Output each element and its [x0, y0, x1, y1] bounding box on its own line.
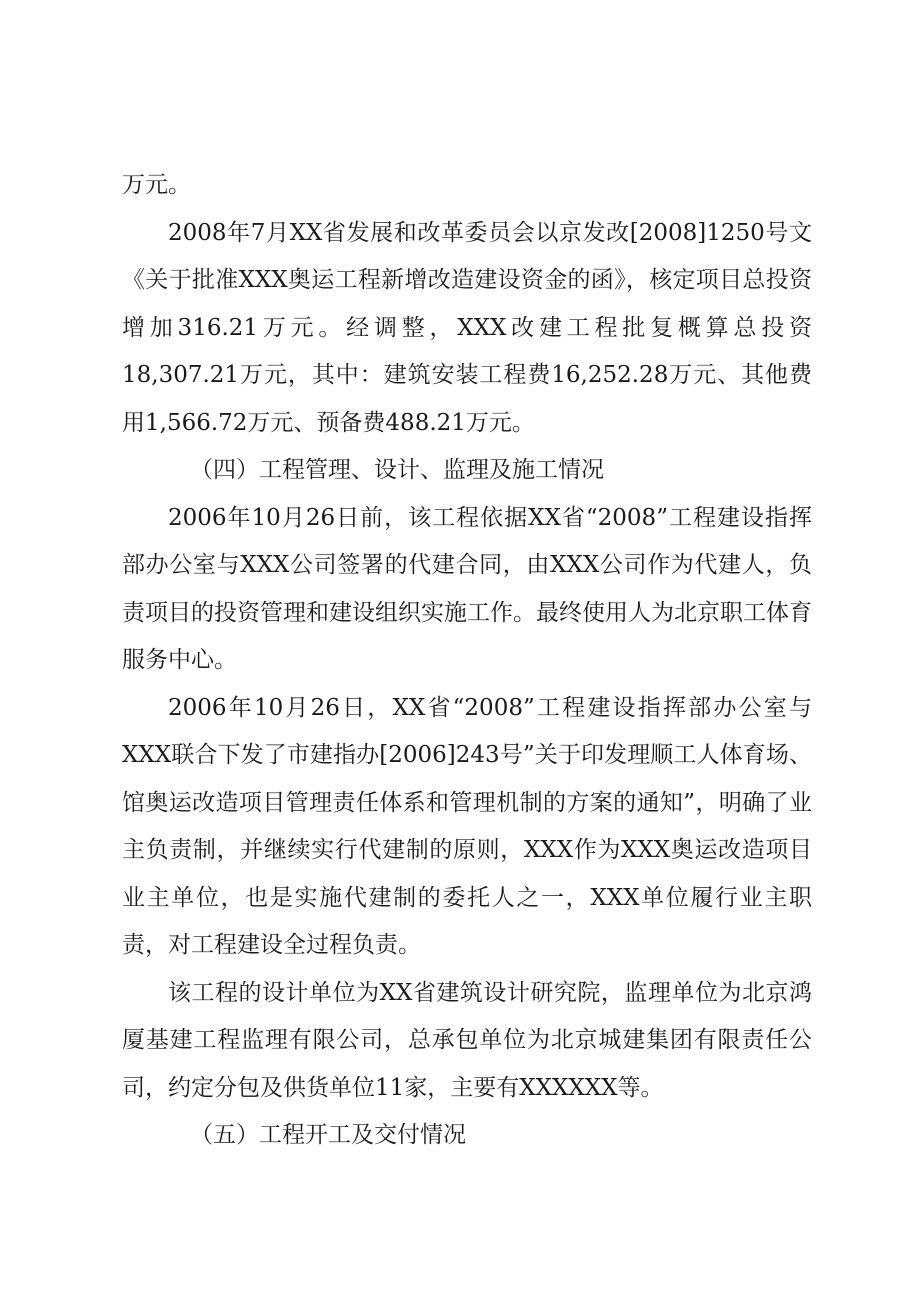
- paragraph-owner-responsibility: 2006年10月26日，XX省“2008”工程建设指挥部办公室与XXX联合下发了市建指办[2006]243号”关于印发理顺工人体育场、馆奥运改造项目管理责任体系和管理机制的方案的通知”，明确了业主负责制，并继续实行代建制的原则，XXX作为XXX奥运改造项目业主单位，也是实施代建制的委托人之一，XXX单位履行业主职责，对工程建设全过程负责。: [122, 694, 812, 958]
- section-heading-commencement: （五）工程开工及交付情况: [190, 1122, 466, 1148]
- paragraph-design-supervision-units: 该工程的设计单位为XX省建筑设计研究院，监理单位为北京鸿厦基建工程监理有限公司，总承包单位为北京城建集团有限责任公司，约定分包及供货单位11家，主要有XXXXXX等。: [122, 979, 812, 1101]
- paragraph-investment-adjustment: 2008年7月XX省发展和改革委员会以京发改[2008]1250号文《关于批准XXX奥运工程新增改造建设资金的函》，核定项目总投资增加316.21万元。经调整，XXX改建工程批复概算总投资18,307.21万元，其中：建筑安装工程费16,252.28万元、其他费用1,566.72万元、预备费488.21万元。: [122, 219, 812, 436]
- paragraph-agent-construction: 2006年10月26日前，该工程依据XX省“2008”工程建设指挥部办公室与XXX公司签署的代建合同，由XXX公司作为代建人，负责项目的投资管理和建设组织实施工作。最终使用人为北京职工体育服务中心。: [122, 504, 812, 673]
- paragraph-continuation: 万元。: [122, 172, 191, 198]
- section-heading-management: （四）工程管理、设计、监理及施工情况: [190, 457, 604, 483]
- document-body: [122, 162, 812, 1160]
